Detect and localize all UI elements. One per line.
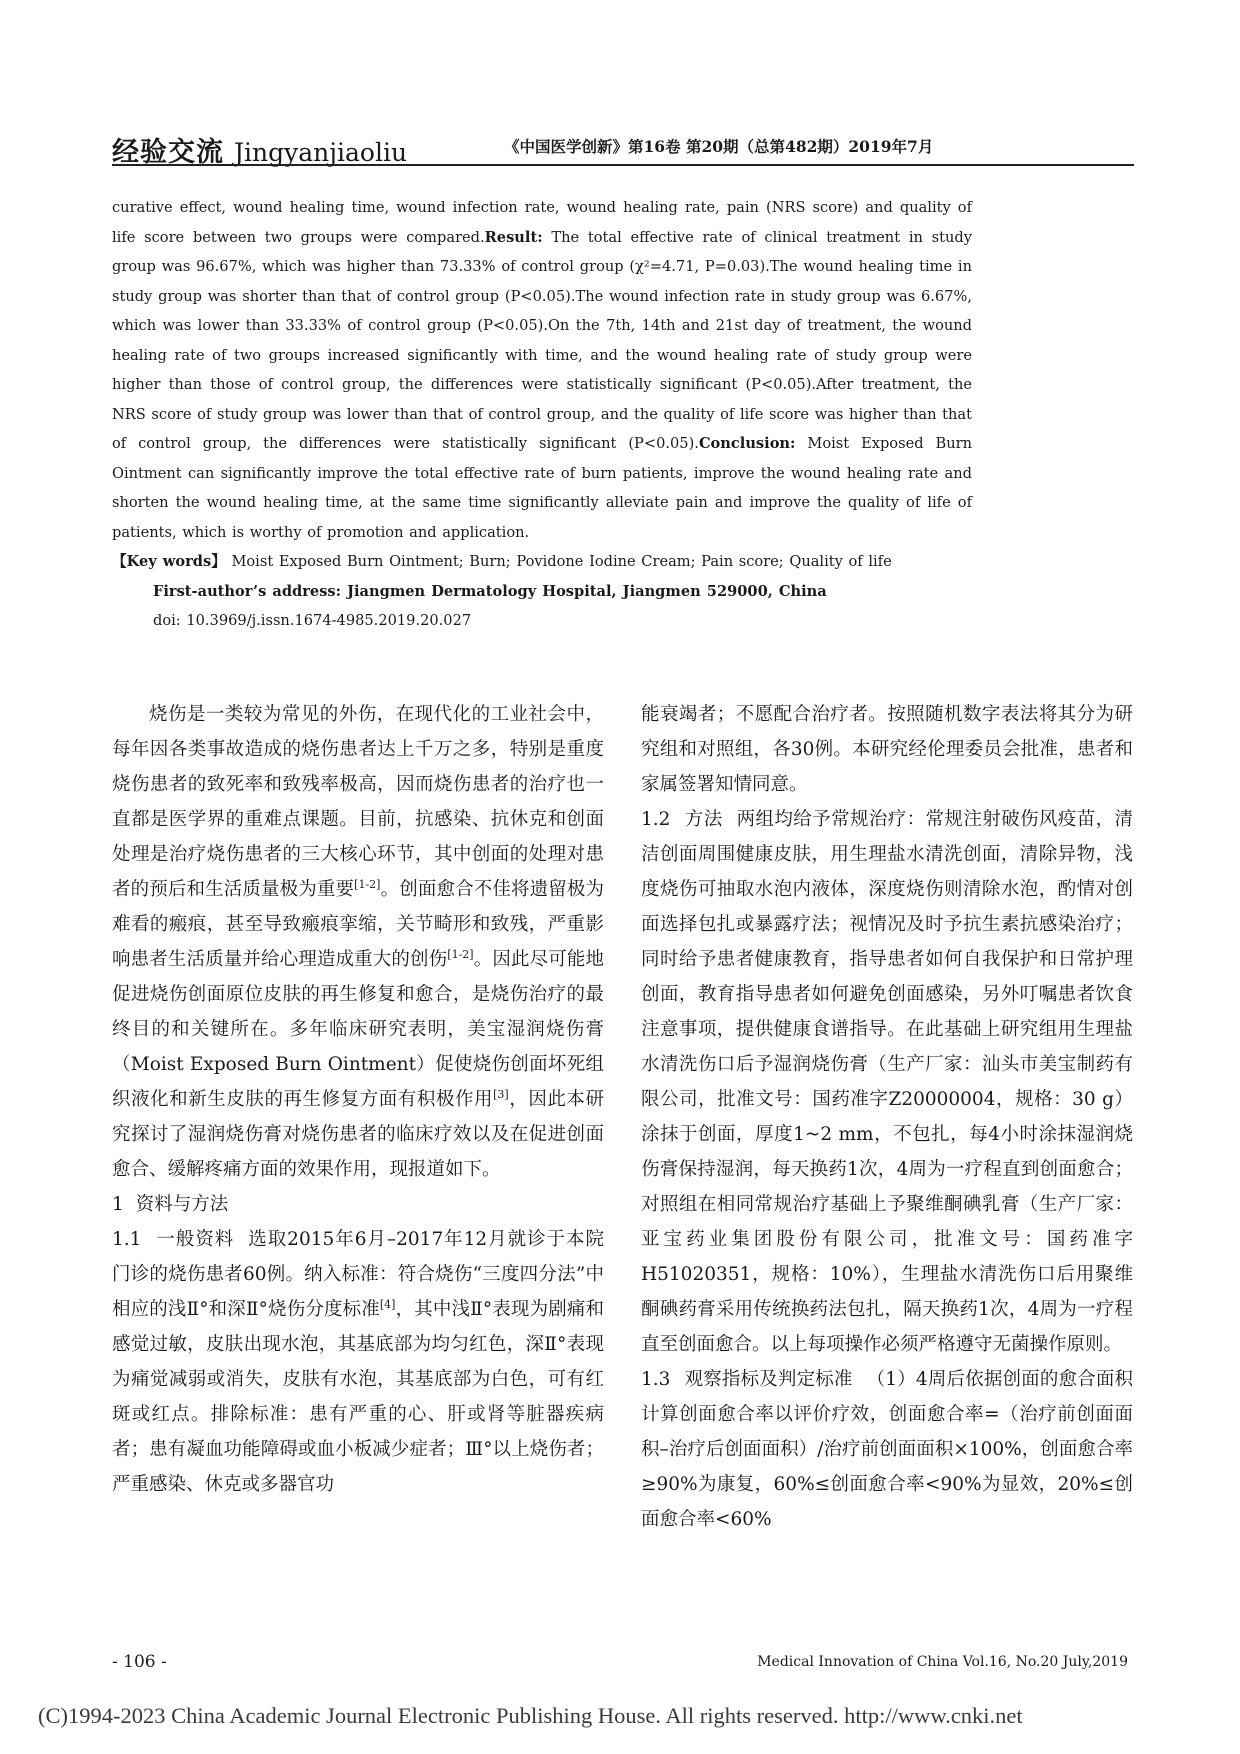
result-label: Result: bbox=[484, 228, 543, 246]
conclusion-label: Conclusion: bbox=[698, 435, 796, 452]
section-title-pinyin: Jingyanjiaoliu bbox=[234, 138, 408, 167]
section-number: 1 bbox=[112, 1194, 124, 1215]
intro-paragraph bbox=[112, 697, 604, 1187]
journal-footer: Medical Innovation of China Vol.16, No.20 July,2019 bbox=[757, 1654, 1128, 1670]
abstract-conclusion-text: Moist Exposed Burn Ointment can significantly improve the total effective rate of burn patients, improve the wound healing rate and shorten the wound healing time, at the same time significantly alleviate pain and improve the quality of life of patients, which is worthy of promotion and application. bbox=[112, 435, 973, 541]
page-number: - 106 - bbox=[112, 1652, 167, 1672]
section-title-text: 资料与方法 bbox=[135, 1194, 229, 1215]
copyright-notice: (C)1994-2023 China Academic Journal Electronic Publishing House. All rights reserved. http://www.cnki.net bbox=[38, 1703, 1023, 1728]
subsection-number: 1.3 bbox=[641, 1369, 671, 1390]
citation-ref: [3] bbox=[493, 1087, 509, 1101]
intro-text-3: 。因此尽可能地促进烧伤创面原位皮肤的再生修复和愈合，是烧伤治疗的最终目的和关键所在。多年临床研究表明，美宝湿润烧伤膏（Moist Exposed Burn Ointment）促使烧伤创面坏死组织液化和新生皮肤的再生修复方面有积极作用 bbox=[112, 949, 604, 1110]
journal-citation: 《中国医学创新》第16卷 第20期（总第482期）2019年7月 bbox=[504, 137, 934, 156]
intro-text-2: 。创面愈合不佳将遗留极为难看的瘢痕，甚至导致瘢痕挛缩，关节畸形和致残，严重影响患者生活质量并给心理造成重大的创伤 bbox=[112, 879, 604, 970]
subsection-title: 方法 bbox=[684, 809, 723, 830]
subsection-title: 观察指标及判定标准 bbox=[684, 1369, 853, 1390]
subsection-1-1 bbox=[112, 1222, 604, 1502]
intro-text-4: ，因此本研究探讨了湿润烧伤膏对烧伤患者的临床疗效以及在促进创面愈合、缓解疼痛方面的效果作用，现报道如下。 bbox=[112, 1089, 604, 1180]
subsection-text: 两组均给予常规治疗：常规注射破伤风疫苗，清洁创面周围健康皮肤，用生理盐水清洗创面，清除异物，浅度烧伤可抽取水泡内液体，深度烧伤则清除水泡，酌情对创面选择包扎或暴露疗法；视情况及时予抗生素抗感染治疗；同时给予患者健康教育，指导患者如何自我保护和日常护理创面，教育指导患者如何避免创面感染，另外叮嘱患者饮食注意事项，提供健康食谱指导。在此基础上研究组用生理盐水清洗伤口后予湿润烧伤膏（生产厂家：汕头市美宝制药有限公司，批准文号：国药准字Z20000004，规格：30 g）涂抹于创面，厚度1~2 mm，不包扎，每4小时涂抹湿润烧伤膏保持湿润，每天换药1次，4周为一疗程直到创面愈合；对照组在相同常规治疗基础上予聚维酮碘乳膏（生产厂家：亚宝药业集团股份有限公司，批准文号：国药准字H51020351，规格：10%），生理盐水清洗伤口后用聚维酮碘药膏采用传统换药法包扎，隔天换药1次，4周为一疗程直至创面愈合。以上每项操作必须严格遵守无菌操作原则。 bbox=[641, 809, 1133, 1355]
subsection-title: 一般资料 bbox=[155, 1229, 235, 1250]
abstract-methods-tail: curative effect, wound healing time, wound infection rate, wound healing rate, pain (NRS score) and quality of life score between two groups were compared. bbox=[112, 199, 972, 246]
subsection-number: 1.1 bbox=[112, 1229, 142, 1250]
section-1-heading bbox=[112, 1187, 604, 1222]
subsection-text-1: 选取2015年6月–2017年12月就诊于本院门诊的烧伤患者60例。纳入标准：符合烧伤“三度四分法”中相应的浅Ⅱ°和深Ⅱ°烧伤分度标准 bbox=[112, 1229, 604, 1320]
keywords bbox=[112, 547, 972, 577]
citation-ref: [1-2] bbox=[354, 877, 381, 891]
intro-text-1: 烧伤是一类较为常见的外伤，在现代化的工业社会中，每年因各类事故造成的烧伤患者达上千万之多，特别是重度烧伤患者的致死率和致残率极高，因而烧伤患者的治疗也一直都是医学界的重难点课题。目前，抗感染、抗休克和创面处理是治疗烧伤患者的三大核心环节，其中创面的处理对患者的预后和生活质量极为重要 bbox=[112, 704, 604, 900]
subsection-text-2: ，其中浅Ⅱ°表现为剧痛和感觉过敏，皮肤出现水泡，其基底部为均匀红色，深Ⅱ°表现为痛觉减弱或消失，皮肤有水泡，其基底部为白色，可有红斑或红点。排除标准：患有严重的心、肝或肾等脏器疾病者；患有凝血功能障碍或血小板减少症者；Ⅲ°以上烧伤者；严重感染、休克或多器官功 bbox=[112, 1299, 604, 1495]
continued-paragraph: 能衰竭者；不愿配合治疗者。按照随机数字表法将其分为研究组和对照组，各30例。本研究经伦理委员会批准，患者和家属签署知情同意。 bbox=[641, 704, 1133, 795]
body-column-right bbox=[641, 697, 1133, 1537]
header-divider bbox=[112, 164, 1134, 166]
subsection-1-3 bbox=[641, 1362, 1133, 1537]
keywords-label: 【Key words】 bbox=[112, 553, 226, 570]
abstract-result-text: The total effective rate of clinical treatment in study group was 96.67%, which was higher than 73.33% of control group (χ²=4.71, P=0.03).The wound healing time in study group was shorter than that of control group (P<0.05).The wound infection rate in study group was 6.67%, which was lower than 33.33% of control group (P<0.05).On the 7th, 14th and 21st day of treatment, the wound healing rate of two groups increased significantly with time, and the wound healing rate of study group were higher than those of control group, the differences were statistically significant (P<0.05).After treatment, the NRS score of study group was lower than that of control group, and the quality of life score was higher than that of control group, the differences were statistically significant (P<0.05). bbox=[112, 228, 972, 452]
subsection-text: （1）4周后依据创面的愈合面积计算创面愈合率以评价疗效，创面愈合率=（治疗前创面面积–治疗后创面面积）/治疗前创面面积×100%，创面愈合率≥90%为康复，60%≤创面愈合率<90%为显效，20%≤创面愈合率<60% bbox=[641, 1369, 1133, 1530]
author-address: First-author’s address: Jiangmen Dermatology Hospital, Jiangmen 529000, China bbox=[153, 582, 827, 600]
subsection-1-2 bbox=[641, 802, 1133, 1362]
abstract-text bbox=[112, 193, 972, 547]
subsection-number: 1.2 bbox=[641, 809, 671, 830]
doi: doi: 10.3969/j.issn.1674-4985.2019.20.027 bbox=[153, 612, 472, 629]
citation-ref: [4] bbox=[379, 1297, 396, 1311]
running-header bbox=[112, 124, 1134, 168]
english-abstract bbox=[112, 193, 972, 636]
body-column-left bbox=[112, 697, 604, 1502]
citation-ref: [1-2] bbox=[447, 947, 474, 961]
keywords-text: Moist Exposed Burn Ointment; Burn; Povidone Iodine Cream; Pain score; Quality of life bbox=[225, 553, 892, 570]
section-title-cn: 经验交流 bbox=[112, 137, 224, 168]
